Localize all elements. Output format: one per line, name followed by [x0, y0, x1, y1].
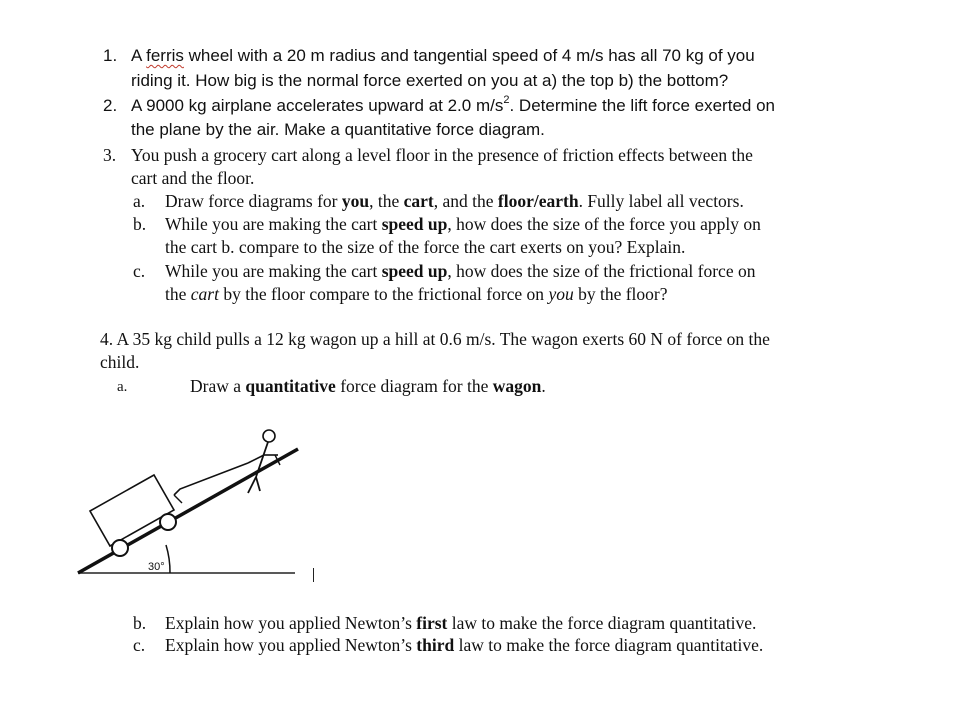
q3-line2: cart and the floor. [131, 168, 255, 188]
q3c-text: While you are making the cart [165, 261, 382, 281]
q3b-line2: the cart b. compare to the size of the force the cart exerts on you? Explain. [165, 237, 686, 257]
q3c-italic: cart [190, 284, 219, 304]
q3b-line1 [165, 213, 761, 235]
q4c-text: law to make the force diagram quantitative. [454, 635, 764, 655]
q4a-line [190, 375, 546, 397]
wagon-wheel-rear [112, 540, 128, 556]
q3a-text: , the [369, 191, 404, 211]
wagon-handle-joint [174, 495, 182, 503]
q3a-bold: floor/earth [497, 191, 579, 211]
wagon-body [90, 475, 174, 546]
q1-text: wheel with a 20 m radius and tangential speed of 4 m/s has all 70 kg of you [183, 46, 755, 65]
q3c-text: by the floor? [573, 284, 668, 304]
q3c-line2 [165, 283, 668, 305]
q4a-text: Draw a [190, 376, 246, 396]
q3-line1: You push a grocery cart along a level floor in the presence of friction effects between the [131, 145, 753, 165]
q3b-bold: speed up [381, 214, 448, 234]
q3c-bold: speed up [381, 261, 448, 281]
q3a-line1 [165, 190, 744, 212]
q3-number: 3. [103, 145, 117, 165]
child-head [263, 430, 275, 442]
q1-text: A [131, 46, 147, 65]
q4b-bold: first [416, 613, 448, 633]
q3c-line1 [165, 260, 755, 282]
child-leg-front [256, 477, 260, 491]
q4b-text: law to make the force diagram quantitative. [447, 613, 757, 633]
q4a-text: force diagram for the [335, 376, 493, 396]
q3c-text: by the floor compare to the frictional force on [218, 284, 549, 304]
q2-line1 [131, 95, 775, 117]
q3a-bold: you [341, 191, 370, 211]
q4b-text: Explain how you applied Newton’s [165, 613, 417, 633]
angle-arc [166, 545, 170, 573]
q3b-text: While you are making the cart [165, 214, 382, 234]
q3b-text: , how does the size of the force you apply on [447, 214, 761, 234]
q1-number: 1. [103, 46, 118, 65]
q4c-text: Explain how you applied Newton’s [165, 635, 417, 655]
angle-label: 30° [148, 561, 165, 573]
q4-line1: 4. A 35 kg child pulls a 12 kg wagon up a hill at 0.6 m/s. The wagon exerts 60 N of force on the [100, 329, 770, 349]
q1-line1 [131, 45, 755, 67]
incline-line [78, 449, 298, 573]
q3a-bold: cart [403, 191, 434, 211]
q3b-letter: b. [133, 214, 147, 234]
child-body [256, 442, 268, 477]
q2-number: 2. [103, 96, 118, 115]
q3c-letter: c. [133, 261, 146, 281]
q4c-bold: third [416, 635, 455, 655]
wagon-incline-diagram [70, 425, 330, 585]
q3c-italic: you [548, 284, 574, 304]
q2-text: . Determine the lift force exerted on [509, 96, 775, 115]
q3a-text: , and the [433, 191, 498, 211]
q4b-letter: b. [133, 613, 147, 633]
q3c-text: the [165, 284, 191, 304]
q3a-text: . Fully label all vectors. [578, 191, 744, 211]
q4a-bold: wagon [492, 376, 542, 396]
q3a-letter: a. [133, 191, 146, 211]
wagon-wheel-front [160, 514, 176, 530]
q4-line2: child. [100, 352, 140, 372]
q2-text: A 9000 kg airplane accelerates upward at 2.0 m/s [131, 96, 504, 115]
q4c-line [165, 634, 763, 656]
q3c-text: , how does the size of the frictional force on [447, 261, 756, 281]
q4a-text: . [541, 376, 546, 396]
q4a-letter: a. [117, 379, 128, 395]
q4b-line [165, 612, 756, 634]
q1-line2: riding it. How big is the normal force exerted on you at a) the top b) the bottom? [131, 71, 729, 90]
q1-spellcheck-word: ferris [146, 46, 184, 65]
q4a-bold: quantitative [245, 376, 336, 396]
q3a-text: Draw force diagrams for [165, 191, 342, 211]
wagon-handle [174, 463, 248, 495]
text-cursor [313, 568, 314, 582]
q2-superscript: 2 [503, 94, 510, 107]
child-leg-back [248, 477, 256, 493]
q4c-letter: c. [133, 635, 146, 655]
q2-line2: the plane by the air. Make a quantitative force diagram. [131, 120, 545, 139]
